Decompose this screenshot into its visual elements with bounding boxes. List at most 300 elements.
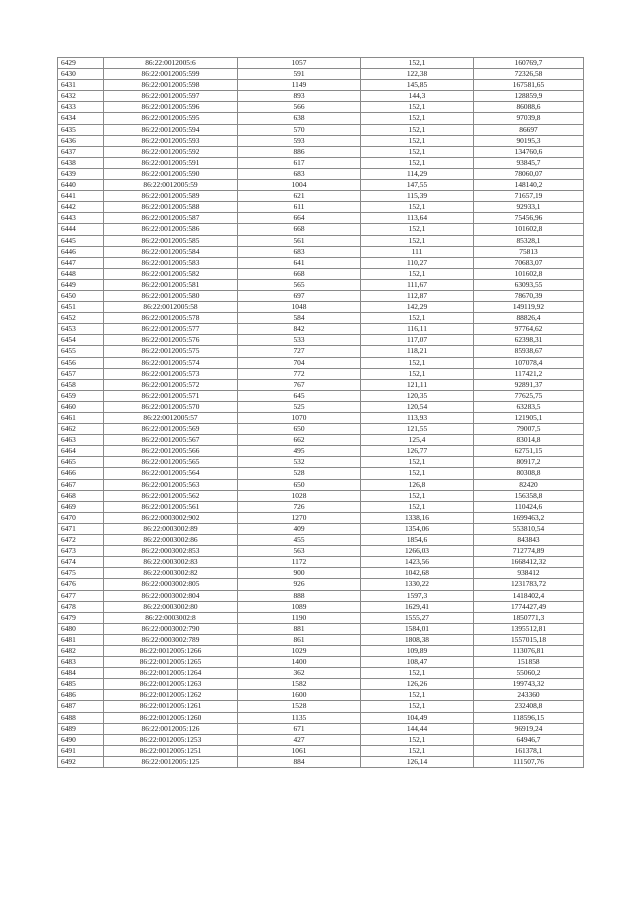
cadastral-number-cell: 86:22:0003002:83 (104, 557, 238, 568)
area-cell: 650 (238, 479, 361, 490)
area-cell: 528 (238, 468, 361, 479)
rate-cell: 144,44 (361, 723, 474, 734)
value-cell: 1395512,81 (474, 623, 584, 634)
table-row (58, 279, 584, 290)
value-cell: 160769,7 (474, 58, 584, 69)
cadastral-number-cell: 86:22:0012005:580 (104, 290, 238, 301)
rate-cell: 120,35 (361, 390, 474, 401)
rate-cell: 1854,6 (361, 535, 474, 546)
cadastral-number-cell: 86:22:0003002:853 (104, 546, 238, 557)
cadastral-number-cell: 86:22:0012005:572 (104, 379, 238, 390)
value-cell: 80917,2 (474, 457, 584, 468)
area-cell: 767 (238, 379, 361, 390)
rate-cell: 113,93 (361, 413, 474, 424)
table-row (58, 379, 584, 390)
cadastral-number-cell: 86:22:0012005:573 (104, 368, 238, 379)
cadastral-number-cell: 86:22:0012005:586 (104, 224, 238, 235)
rate-cell: 144,3 (361, 91, 474, 102)
row-number-cell: 6441 (58, 191, 104, 202)
area-cell: 1270 (238, 512, 361, 523)
table-row (58, 368, 584, 379)
cadastral-number-cell: 86:22:0012005:1261 (104, 701, 238, 712)
rate-cell: 1555,27 (361, 612, 474, 623)
row-number-cell: 6484 (58, 668, 104, 679)
row-number-cell: 6483 (58, 657, 104, 668)
row-number-cell: 6490 (58, 734, 104, 745)
cadastral-number-cell: 86:22:0012005:595 (104, 113, 238, 124)
cadastral-number-cell: 86:22:0012005:583 (104, 257, 238, 268)
value-cell: 55060,2 (474, 668, 584, 679)
cadastral-number-cell: 86:22:0012005:562 (104, 490, 238, 501)
value-cell: 232408,8 (474, 701, 584, 712)
area-cell: 664 (238, 213, 361, 224)
rate-cell: 118,21 (361, 346, 474, 357)
table-row (58, 568, 584, 579)
value-cell: 128859,9 (474, 91, 584, 102)
value-cell: 243360 (474, 690, 584, 701)
value-cell: 1557015,18 (474, 634, 584, 645)
area-cell: 1057 (238, 58, 361, 69)
table-row (58, 346, 584, 357)
area-cell: 683 (238, 246, 361, 257)
area-cell: 1061 (238, 745, 361, 756)
table-row (58, 135, 584, 146)
rate-cell: 152,1 (361, 668, 474, 679)
area-cell: 772 (238, 368, 361, 379)
area-cell: 1582 (238, 679, 361, 690)
rate-cell: 152,1 (361, 313, 474, 324)
table-row (58, 590, 584, 601)
table-row (58, 690, 584, 701)
cadastral-number-cell: 86:22:0012005:597 (104, 91, 238, 102)
area-cell: 727 (238, 346, 361, 357)
table-row (58, 457, 584, 468)
row-number-cell: 6485 (58, 679, 104, 690)
table-row (58, 623, 584, 634)
rate-cell: 152,1 (361, 135, 474, 146)
rate-cell: 115,39 (361, 191, 474, 202)
table-row (58, 734, 584, 745)
value-cell: 156358,8 (474, 490, 584, 501)
rate-cell: 152,1 (361, 202, 474, 213)
rate-cell: 116,11 (361, 324, 474, 335)
rate-cell: 145,85 (361, 80, 474, 91)
row-number-cell: 6481 (58, 634, 104, 645)
area-cell: 565 (238, 279, 361, 290)
cadastral-number-cell: 86:22:0012005:584 (104, 246, 238, 257)
area-cell: 645 (238, 390, 361, 401)
table-row (58, 745, 584, 756)
area-cell: 893 (238, 91, 361, 102)
cadastral-number-cell: 86:22:0012005:1251 (104, 745, 238, 756)
area-cell: 1048 (238, 302, 361, 313)
cadastral-number-cell: 86:22:0012005:57 (104, 413, 238, 424)
rate-cell: 152,1 (361, 224, 474, 235)
rate-cell: 142,29 (361, 302, 474, 313)
table-row (58, 180, 584, 191)
table-row (58, 535, 584, 546)
rate-cell: 152,1 (361, 124, 474, 135)
table-row (58, 191, 584, 202)
row-number-cell: 6460 (58, 401, 104, 412)
cadastral-number-cell: 86:22:0012005:1262 (104, 690, 238, 701)
table-row (58, 324, 584, 335)
value-cell: 1774427,49 (474, 601, 584, 612)
area-cell: 638 (238, 113, 361, 124)
value-cell: 111507,76 (474, 756, 584, 767)
area-cell: 1029 (238, 645, 361, 656)
table-row (58, 601, 584, 612)
cadastral-number-cell: 86:22:0012005:125 (104, 756, 238, 767)
table-row (58, 657, 584, 668)
cadastral-number-cell: 86:22:0012005:582 (104, 268, 238, 279)
cadastral-number-cell: 86:22:0012005:590 (104, 168, 238, 179)
rate-cell: 126,8 (361, 479, 474, 490)
area-cell: 900 (238, 568, 361, 579)
value-cell: 107078,4 (474, 357, 584, 368)
row-number-cell: 6476 (58, 579, 104, 590)
area-cell: 570 (238, 124, 361, 135)
value-cell: 1418402,4 (474, 590, 584, 601)
rate-cell: 114,29 (361, 168, 474, 179)
value-cell: 82420 (474, 479, 584, 490)
rate-cell: 1808,38 (361, 634, 474, 645)
value-cell: 167581,65 (474, 80, 584, 91)
row-number-cell: 6457 (58, 368, 104, 379)
cadastral-number-cell: 86:22:0012005:1266 (104, 645, 238, 656)
area-cell: 641 (238, 257, 361, 268)
value-cell: 118596,15 (474, 712, 584, 723)
cadastral-number-cell: 86:22:0012005:1260 (104, 712, 238, 723)
row-number-cell: 6440 (58, 180, 104, 191)
cadastral-number-cell: 86:22:0012005:1263 (104, 679, 238, 690)
cadastral-number-cell: 86:22:0012005:594 (104, 124, 238, 135)
table-row (58, 479, 584, 490)
cadastral-number-cell: 86:22:0003002:89 (104, 523, 238, 534)
area-cell: 566 (238, 102, 361, 113)
table-row (58, 202, 584, 213)
area-cell: 1600 (238, 690, 361, 701)
cadastral-table (57, 57, 584, 768)
cadastral-number-cell: 86:22:0012005:561 (104, 501, 238, 512)
table-row (58, 523, 584, 534)
cadastral-number-cell: 86:22:0012005:585 (104, 235, 238, 246)
area-cell: 697 (238, 290, 361, 301)
table-row (58, 390, 584, 401)
table-row (58, 413, 584, 424)
cadastral-number-cell: 86:22:0003002:8 (104, 612, 238, 623)
area-cell: 1190 (238, 612, 361, 623)
area-cell: 1528 (238, 701, 361, 712)
table-row (58, 679, 584, 690)
table-row (58, 58, 584, 69)
value-cell: 93845,7 (474, 157, 584, 168)
value-cell: 85938,67 (474, 346, 584, 357)
value-cell: 938412 (474, 568, 584, 579)
table-row (58, 302, 584, 313)
row-number-cell: 6450 (58, 290, 104, 301)
table-row (58, 668, 584, 679)
row-number-cell: 6472 (58, 535, 104, 546)
cadastral-number-cell: 86:22:0012005:581 (104, 279, 238, 290)
area-cell: 886 (238, 146, 361, 157)
value-cell: 121905,1 (474, 413, 584, 424)
row-number-cell: 6456 (58, 357, 104, 368)
area-cell: 1172 (238, 557, 361, 568)
row-number-cell: 6467 (58, 479, 104, 490)
row-number-cell: 6462 (58, 424, 104, 435)
cadastral-number-cell: 86:22:0012005:587 (104, 213, 238, 224)
cadastral-number-cell: 86:22:0012005:58 (104, 302, 238, 313)
value-cell: 80308,8 (474, 468, 584, 479)
cadastral-number-cell: 86:22:0012005:126 (104, 723, 238, 734)
area-cell: 495 (238, 446, 361, 457)
area-cell: 888 (238, 590, 361, 601)
value-cell: 199743,32 (474, 679, 584, 690)
table-row (58, 546, 584, 557)
row-number-cell: 6465 (58, 457, 104, 468)
value-cell: 113076,81 (474, 645, 584, 656)
rate-cell: 126,14 (361, 756, 474, 767)
table-row (58, 645, 584, 656)
table-row (58, 80, 584, 91)
table-row (58, 435, 584, 446)
row-number-cell: 6478 (58, 601, 104, 612)
value-cell: 70683,07 (474, 257, 584, 268)
rate-cell: 1584,01 (361, 623, 474, 634)
rate-cell: 152,1 (361, 468, 474, 479)
rate-cell: 152,1 (361, 157, 474, 168)
rate-cell: 1423,56 (361, 557, 474, 568)
rate-cell: 111 (361, 246, 474, 257)
cadastral-number-cell: 86:22:0012005:563 (104, 479, 238, 490)
rate-cell: 1597,3 (361, 590, 474, 601)
cadastral-number-cell: 86:22:0012005:1264 (104, 668, 238, 679)
cadastral-number-cell: 86:22:0012005:1265 (104, 657, 238, 668)
value-cell: 712774,89 (474, 546, 584, 557)
rate-cell: 152,1 (361, 146, 474, 157)
rate-cell: 121,11 (361, 379, 474, 390)
area-cell: 621 (238, 191, 361, 202)
rate-cell: 125,4 (361, 435, 474, 446)
row-number-cell: 6446 (58, 246, 104, 257)
rate-cell: 152,1 (361, 357, 474, 368)
table-row (58, 246, 584, 257)
area-cell: 881 (238, 623, 361, 634)
rate-cell: 1330,22 (361, 579, 474, 590)
area-cell: 668 (238, 268, 361, 279)
row-number-cell: 6461 (58, 413, 104, 424)
value-cell: 96919,24 (474, 723, 584, 734)
cadastral-number-cell: 86:22:0012005:577 (104, 324, 238, 335)
cadastral-number-cell: 86:22:0012005:571 (104, 390, 238, 401)
rate-cell: 152,1 (361, 701, 474, 712)
cadastral-number-cell: 86:22:0003002:82 (104, 568, 238, 579)
area-cell: 1135 (238, 712, 361, 723)
area-cell: 532 (238, 457, 361, 468)
row-number-cell: 6471 (58, 523, 104, 534)
rate-cell: 152,1 (361, 457, 474, 468)
rate-cell: 1338,16 (361, 512, 474, 523)
cadastral-number-cell: 86:22:0012005:578 (104, 313, 238, 324)
cadastral-number-cell: 86:22:0012005:592 (104, 146, 238, 157)
cadastral-number-cell: 86:22:0012005:599 (104, 69, 238, 80)
value-cell: 553810,54 (474, 523, 584, 534)
row-number-cell: 6436 (58, 135, 104, 146)
area-cell: 563 (238, 546, 361, 557)
area-cell: 409 (238, 523, 361, 534)
value-cell: 117421,2 (474, 368, 584, 379)
rate-cell: 152,1 (361, 113, 474, 124)
cadastral-number-cell: 86:22:0012005:575 (104, 346, 238, 357)
rate-cell: 152,1 (361, 501, 474, 512)
row-number-cell: 6489 (58, 723, 104, 734)
cadastral-number-cell: 86:22:0003002:789 (104, 634, 238, 645)
row-number-cell: 6488 (58, 712, 104, 723)
rate-cell: 112,87 (361, 290, 474, 301)
table-row (58, 91, 584, 102)
document-page (57, 57, 583, 768)
table-row (58, 335, 584, 346)
cadastral-number-cell: 86:22:0012005:566 (104, 446, 238, 457)
row-number-cell: 6479 (58, 612, 104, 623)
area-cell: 593 (238, 135, 361, 146)
table-row (58, 701, 584, 712)
area-cell: 362 (238, 668, 361, 679)
table-row (58, 468, 584, 479)
table-row (58, 113, 584, 124)
rate-cell: 121,55 (361, 424, 474, 435)
rate-cell: 1042,68 (361, 568, 474, 579)
value-cell: 78670,39 (474, 290, 584, 301)
cadastral-number-cell: 86:22:0012005:598 (104, 80, 238, 91)
area-cell: 726 (238, 501, 361, 512)
row-number-cell: 6448 (58, 268, 104, 279)
row-number-cell: 6466 (58, 468, 104, 479)
area-cell: 1149 (238, 80, 361, 91)
value-cell: 101602,8 (474, 268, 584, 279)
table-row (58, 213, 584, 224)
value-cell: 75813 (474, 246, 584, 257)
rate-cell: 1629,41 (361, 601, 474, 612)
value-cell: 149119,92 (474, 302, 584, 313)
table-row (58, 756, 584, 767)
rate-cell: 152,1 (361, 490, 474, 501)
area-cell: 561 (238, 235, 361, 246)
table-row (58, 612, 584, 623)
row-number-cell: 6443 (58, 213, 104, 224)
row-number-cell: 6473 (58, 546, 104, 557)
value-cell: 1231783,72 (474, 579, 584, 590)
row-number-cell: 6492 (58, 756, 104, 767)
value-cell: 97039,8 (474, 113, 584, 124)
rate-cell: 126,77 (361, 446, 474, 457)
rate-cell: 109,89 (361, 645, 474, 656)
cadastral-number-cell: 86:22:0012005:591 (104, 157, 238, 168)
value-cell: 88826,4 (474, 313, 584, 324)
area-cell: 533 (238, 335, 361, 346)
value-cell: 77625,75 (474, 390, 584, 401)
cadastral-number-cell: 86:22:0012005:593 (104, 135, 238, 146)
row-number-cell: 6463 (58, 435, 104, 446)
area-cell: 525 (238, 401, 361, 412)
row-number-cell: 6454 (58, 335, 104, 346)
cadastral-number-cell: 86:22:0012005:574 (104, 357, 238, 368)
table-row (58, 257, 584, 268)
row-number-cell: 6444 (58, 224, 104, 235)
value-cell: 110424,6 (474, 501, 584, 512)
row-number-cell: 6470 (58, 512, 104, 523)
row-number-cell: 6453 (58, 324, 104, 335)
cadastral-number-cell: 86:22:0003002:80 (104, 601, 238, 612)
rate-cell: 152,1 (361, 235, 474, 246)
row-number-cell: 6429 (58, 58, 104, 69)
value-cell: 86697 (474, 124, 584, 135)
table-row (58, 557, 584, 568)
cadastral-number-cell: 86:22:0012005:59 (104, 180, 238, 191)
row-number-cell: 6482 (58, 645, 104, 656)
row-number-cell: 6430 (58, 69, 104, 80)
value-cell: 78060,07 (474, 168, 584, 179)
value-cell: 92933,1 (474, 202, 584, 213)
table-row (58, 168, 584, 179)
value-cell: 62751,15 (474, 446, 584, 457)
row-number-cell: 6468 (58, 490, 104, 501)
table-row (58, 124, 584, 135)
rate-cell: 120,54 (361, 401, 474, 412)
row-number-cell: 6451 (58, 302, 104, 313)
row-number-cell: 6480 (58, 623, 104, 634)
rate-cell: 152,1 (361, 368, 474, 379)
row-number-cell: 6464 (58, 446, 104, 457)
cadastral-number-cell: 86:22:0012005:588 (104, 202, 238, 213)
value-cell: 101602,8 (474, 224, 584, 235)
table-row (58, 357, 584, 368)
rate-cell: 152,1 (361, 734, 474, 745)
value-cell: 148140,2 (474, 180, 584, 191)
area-cell: 842 (238, 324, 361, 335)
table-row (58, 712, 584, 723)
row-number-cell: 6437 (58, 146, 104, 157)
row-number-cell: 6477 (58, 590, 104, 601)
rate-cell: 152,1 (361, 690, 474, 701)
area-cell: 584 (238, 313, 361, 324)
value-cell: 97764,62 (474, 324, 584, 335)
rate-cell: 108,47 (361, 657, 474, 668)
value-cell: 92891,37 (474, 379, 584, 390)
rate-cell: 147,55 (361, 180, 474, 191)
area-cell: 1089 (238, 601, 361, 612)
row-number-cell: 6474 (58, 557, 104, 568)
table-row (58, 290, 584, 301)
value-cell: 63283,5 (474, 401, 584, 412)
row-number-cell: 6475 (58, 568, 104, 579)
cadastral-number-cell: 86:22:0012005:567 (104, 435, 238, 446)
cadastral-number-cell: 86:22:0012005:564 (104, 468, 238, 479)
rate-cell: 152,1 (361, 102, 474, 113)
area-cell: 662 (238, 435, 361, 446)
row-number-cell: 6459 (58, 390, 104, 401)
rate-cell: 111,67 (361, 279, 474, 290)
value-cell: 75456,96 (474, 213, 584, 224)
rate-cell: 152,1 (361, 268, 474, 279)
cadastral-number-cell: 86:22:0003002:805 (104, 579, 238, 590)
table-row (58, 224, 584, 235)
table-row (58, 490, 584, 501)
area-cell: 455 (238, 535, 361, 546)
area-cell: 668 (238, 224, 361, 235)
value-cell: 1699463,2 (474, 512, 584, 523)
